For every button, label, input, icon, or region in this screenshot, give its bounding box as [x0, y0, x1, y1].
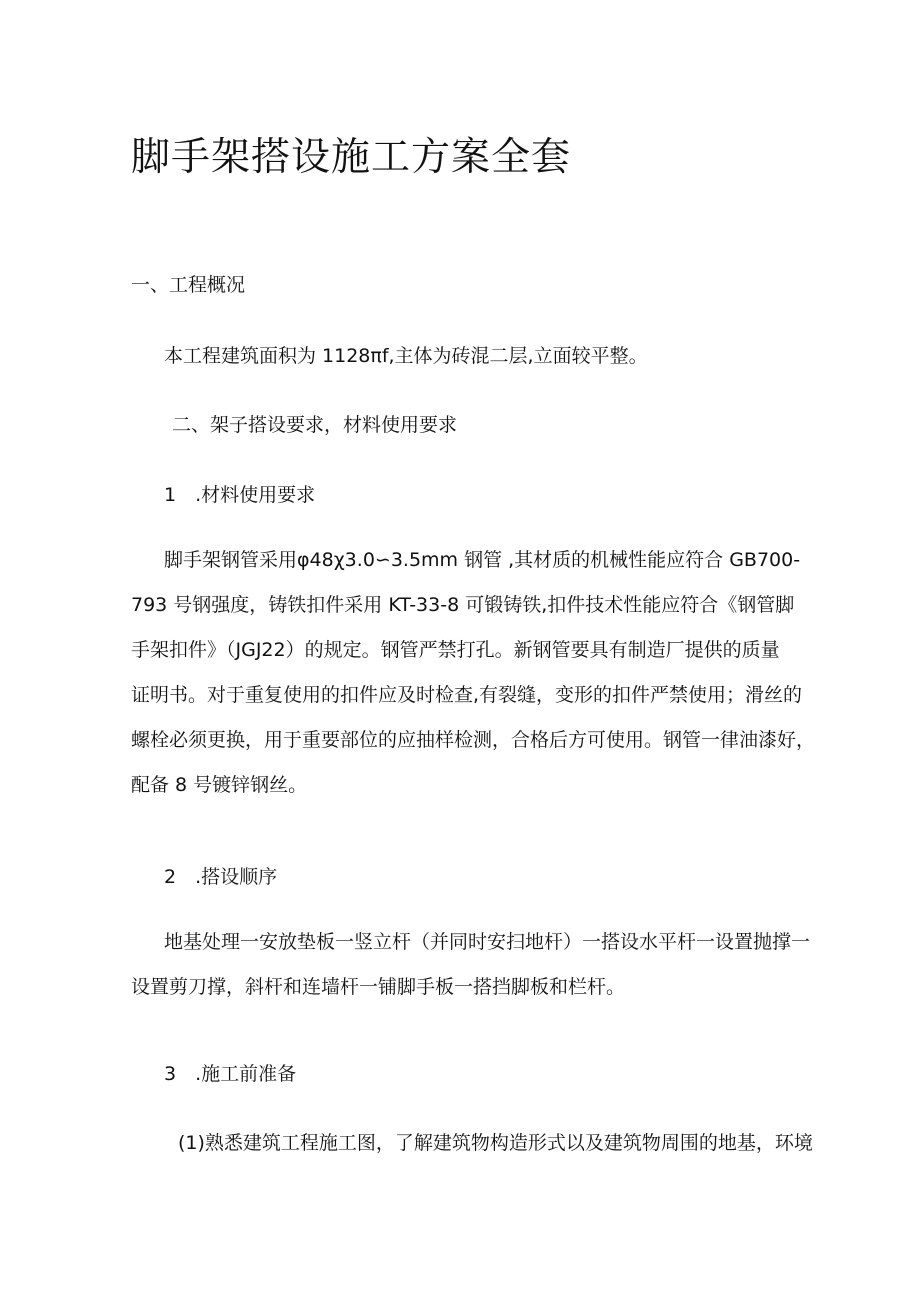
item-1-line: 配备 8 号镀锌钢丝。 [131, 774, 308, 796]
section-2-heading: 二、架子搭设要求，材料使用要求 [172, 414, 458, 436]
item-1-heading: 1 .材料使用要求 [164, 484, 316, 506]
section-1-heading: 一、工程概况 [131, 274, 246, 296]
item-1-paragraph [131, 538, 816, 808]
item-2-heading: 2 .搭设顺序 [164, 866, 278, 888]
document-title: 脚手架搭设施工方案全套 [131, 135, 572, 180]
item-1-line: 螺栓必须更换，用于重要部位的应抽样检测，合格后方可使用。钢管一律油漆好， [131, 729, 816, 751]
item-2-line: 地基处理一安放垫板一竖立杆（并同时安扫地杆）一搭设水平杆一设置抛撑一 [164, 931, 811, 953]
item-1-line: 脚手架钢管采用φ48χ3.0∽3.5mm 钢管 ,其材质的机械性能应符合 GB700- [164, 549, 801, 571]
item-3-heading: 3 .施工前准备 [164, 1063, 297, 1085]
item-2-paragraph [131, 920, 811, 1010]
item-3-sub-1: (1)熟悉建筑工程施工图，了解建筑物构造形式以及建筑物周围的地基，环境 [178, 1132, 813, 1154]
item-2-line: 设置剪刀撑，斜杆和连墙杆一铺脚手板一搭挡脚板和栏杆。 [131, 976, 626, 998]
section-1-body: 本工程建筑面积为 1128πf,主体为砖混二层,立面较平整。 [164, 345, 648, 367]
item-1-line: 手架扣件》（JGJ22）的规定。钢管严禁打孔。新钢管要具有制造厂提供的质量 [131, 639, 780, 661]
item-1-line: 证明书。对于重复使用的扣件应及时检查,有裂缝，变形的扣件严禁使用；滑丝的 [131, 684, 803, 706]
item-1-line: 793 号钢强度，铸铁扣件采用 KT-33-8 可锻铸铁,扣件技术性能应符合《钢管脚 [131, 594, 795, 616]
